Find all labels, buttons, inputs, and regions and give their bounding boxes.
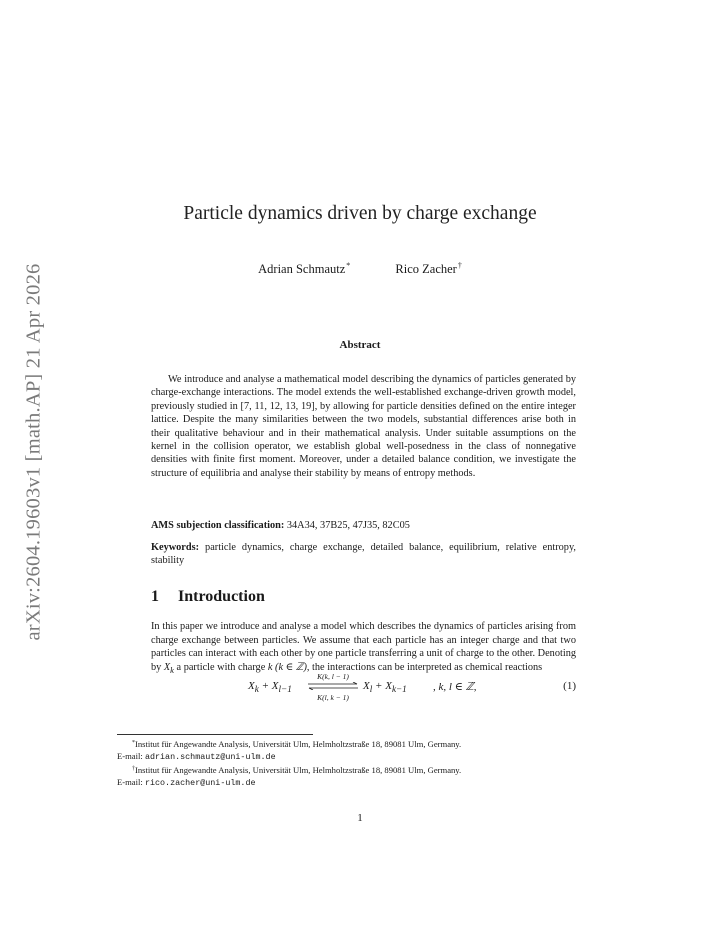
section-heading xyxy=(151,588,265,606)
intro-text: , the interactions can be interpreted as chemical reactions xyxy=(306,661,543,673)
footnote xyxy=(117,738,597,763)
msc-label: AMS subjection classification: xyxy=(151,520,285,531)
subscript: k xyxy=(170,664,174,675)
subscript: l−1 xyxy=(278,684,292,695)
introduction-paragraph xyxy=(151,620,576,677)
reaction-arrow xyxy=(305,672,361,704)
keywords-value: particle dynamics, charge exchange, detailed balance, equilibrium, relative entropy, stability xyxy=(151,542,577,567)
symbol: + X xyxy=(372,680,392,692)
section-title: Introduction xyxy=(178,588,265,605)
footnote-mark: * xyxy=(132,740,135,746)
keywords xyxy=(151,541,576,568)
footnote xyxy=(117,764,597,789)
author xyxy=(395,261,461,277)
symbol: + X xyxy=(258,680,279,692)
email-link[interactable]: rico.zacher@uni-ulm.de xyxy=(144,777,256,788)
footnote-mark: † xyxy=(132,766,135,772)
footnote-affiliation: Institut für Angewandte Analysis, Universität Ulm, Helmholtzstraße 18, 89081 Ulm, Germany. xyxy=(135,765,462,775)
math-symbol: k xyxy=(267,661,273,673)
email-link[interactable]: adrian.schmautz@uni-ulm.de xyxy=(144,751,276,762)
backward-rate: K(l, k − 1) xyxy=(317,693,349,702)
keywords-label: Keywords: xyxy=(151,542,200,553)
equation-rhs xyxy=(363,680,407,694)
page-number: 1 xyxy=(357,812,363,824)
symbol: X xyxy=(163,661,171,673)
abstract-text: We introduce and analyse a mathematical model describing the dynamics of particles generated by charge-exchange interactions. The model extends the well-established exchange-driven growth model, previously studied in [7, 11, 12, 13, 19], by allowing for particle densities defined on the entire integer lattice. Despite the many similarities between the two models, substantial differences arise both in their qualitative behaviour and in their mathematical analysis. Under suitable assumptions on the kernel in the collision operator, we establish global well-posedness in the class of nonnegative densities with finite first moment. Moreover, under a detailed balance condition, we investigate the structure of equilibria and analyse their stability by means of entropy methods. xyxy=(151,374,576,479)
intro-text: In this paper we introduce and analyse a model which describes the dynamics of particles arising from charge exchange between particles. We assume that each particle has an integer charge and that two particles can interact with each other by one particle transferring a unit of charge to the other. Denoting by xyxy=(151,621,576,673)
math-symbol: (k ∈ ℤ) xyxy=(275,661,307,673)
forward-rate: K(k, l − 1) xyxy=(317,672,349,681)
author-name: Rico Zacher xyxy=(395,262,457,276)
paper-title: Particle dynamics driven by charge exchange xyxy=(183,203,537,224)
subscript: k xyxy=(254,684,259,695)
intro-text: a particle with charge xyxy=(173,661,268,673)
equation-number: (1) xyxy=(563,680,576,692)
msc-classification xyxy=(151,519,576,532)
author-name: Adrian Schmautz xyxy=(258,262,346,276)
section-number: 1 xyxy=(151,588,159,605)
equation-1 xyxy=(151,672,576,704)
symbol: X xyxy=(248,680,255,692)
footnote-divider xyxy=(117,734,313,735)
author-list xyxy=(0,261,720,277)
symbol: X xyxy=(363,680,370,692)
equilibrium-arrows-icon xyxy=(307,682,359,690)
equation-condition: , k, l ∈ ℤ, xyxy=(433,681,477,693)
subscript: k−1 xyxy=(391,684,407,695)
footnote-affiliation: Institut für Angewandte Analysis, Universität Ulm, Helmholtzstraße 18, 89081 Ulm, Germany. xyxy=(135,739,462,749)
subscript: l xyxy=(369,684,373,695)
msc-value: 34A34, 37B25, 47J35, 82C05 xyxy=(286,520,410,531)
footnote-mark: † xyxy=(457,261,462,270)
arxiv-identifier-stamp: arXiv:2604.19603v1 [math.AP] 21 Apr 2026 xyxy=(22,263,45,641)
footnote-mark: * xyxy=(346,261,351,270)
equation-lhs xyxy=(248,680,292,694)
email-label: E-mail: xyxy=(117,776,143,787)
abstract-heading: Abstract xyxy=(339,339,381,351)
author xyxy=(258,261,350,277)
email-label: E-mail: xyxy=(117,750,143,761)
